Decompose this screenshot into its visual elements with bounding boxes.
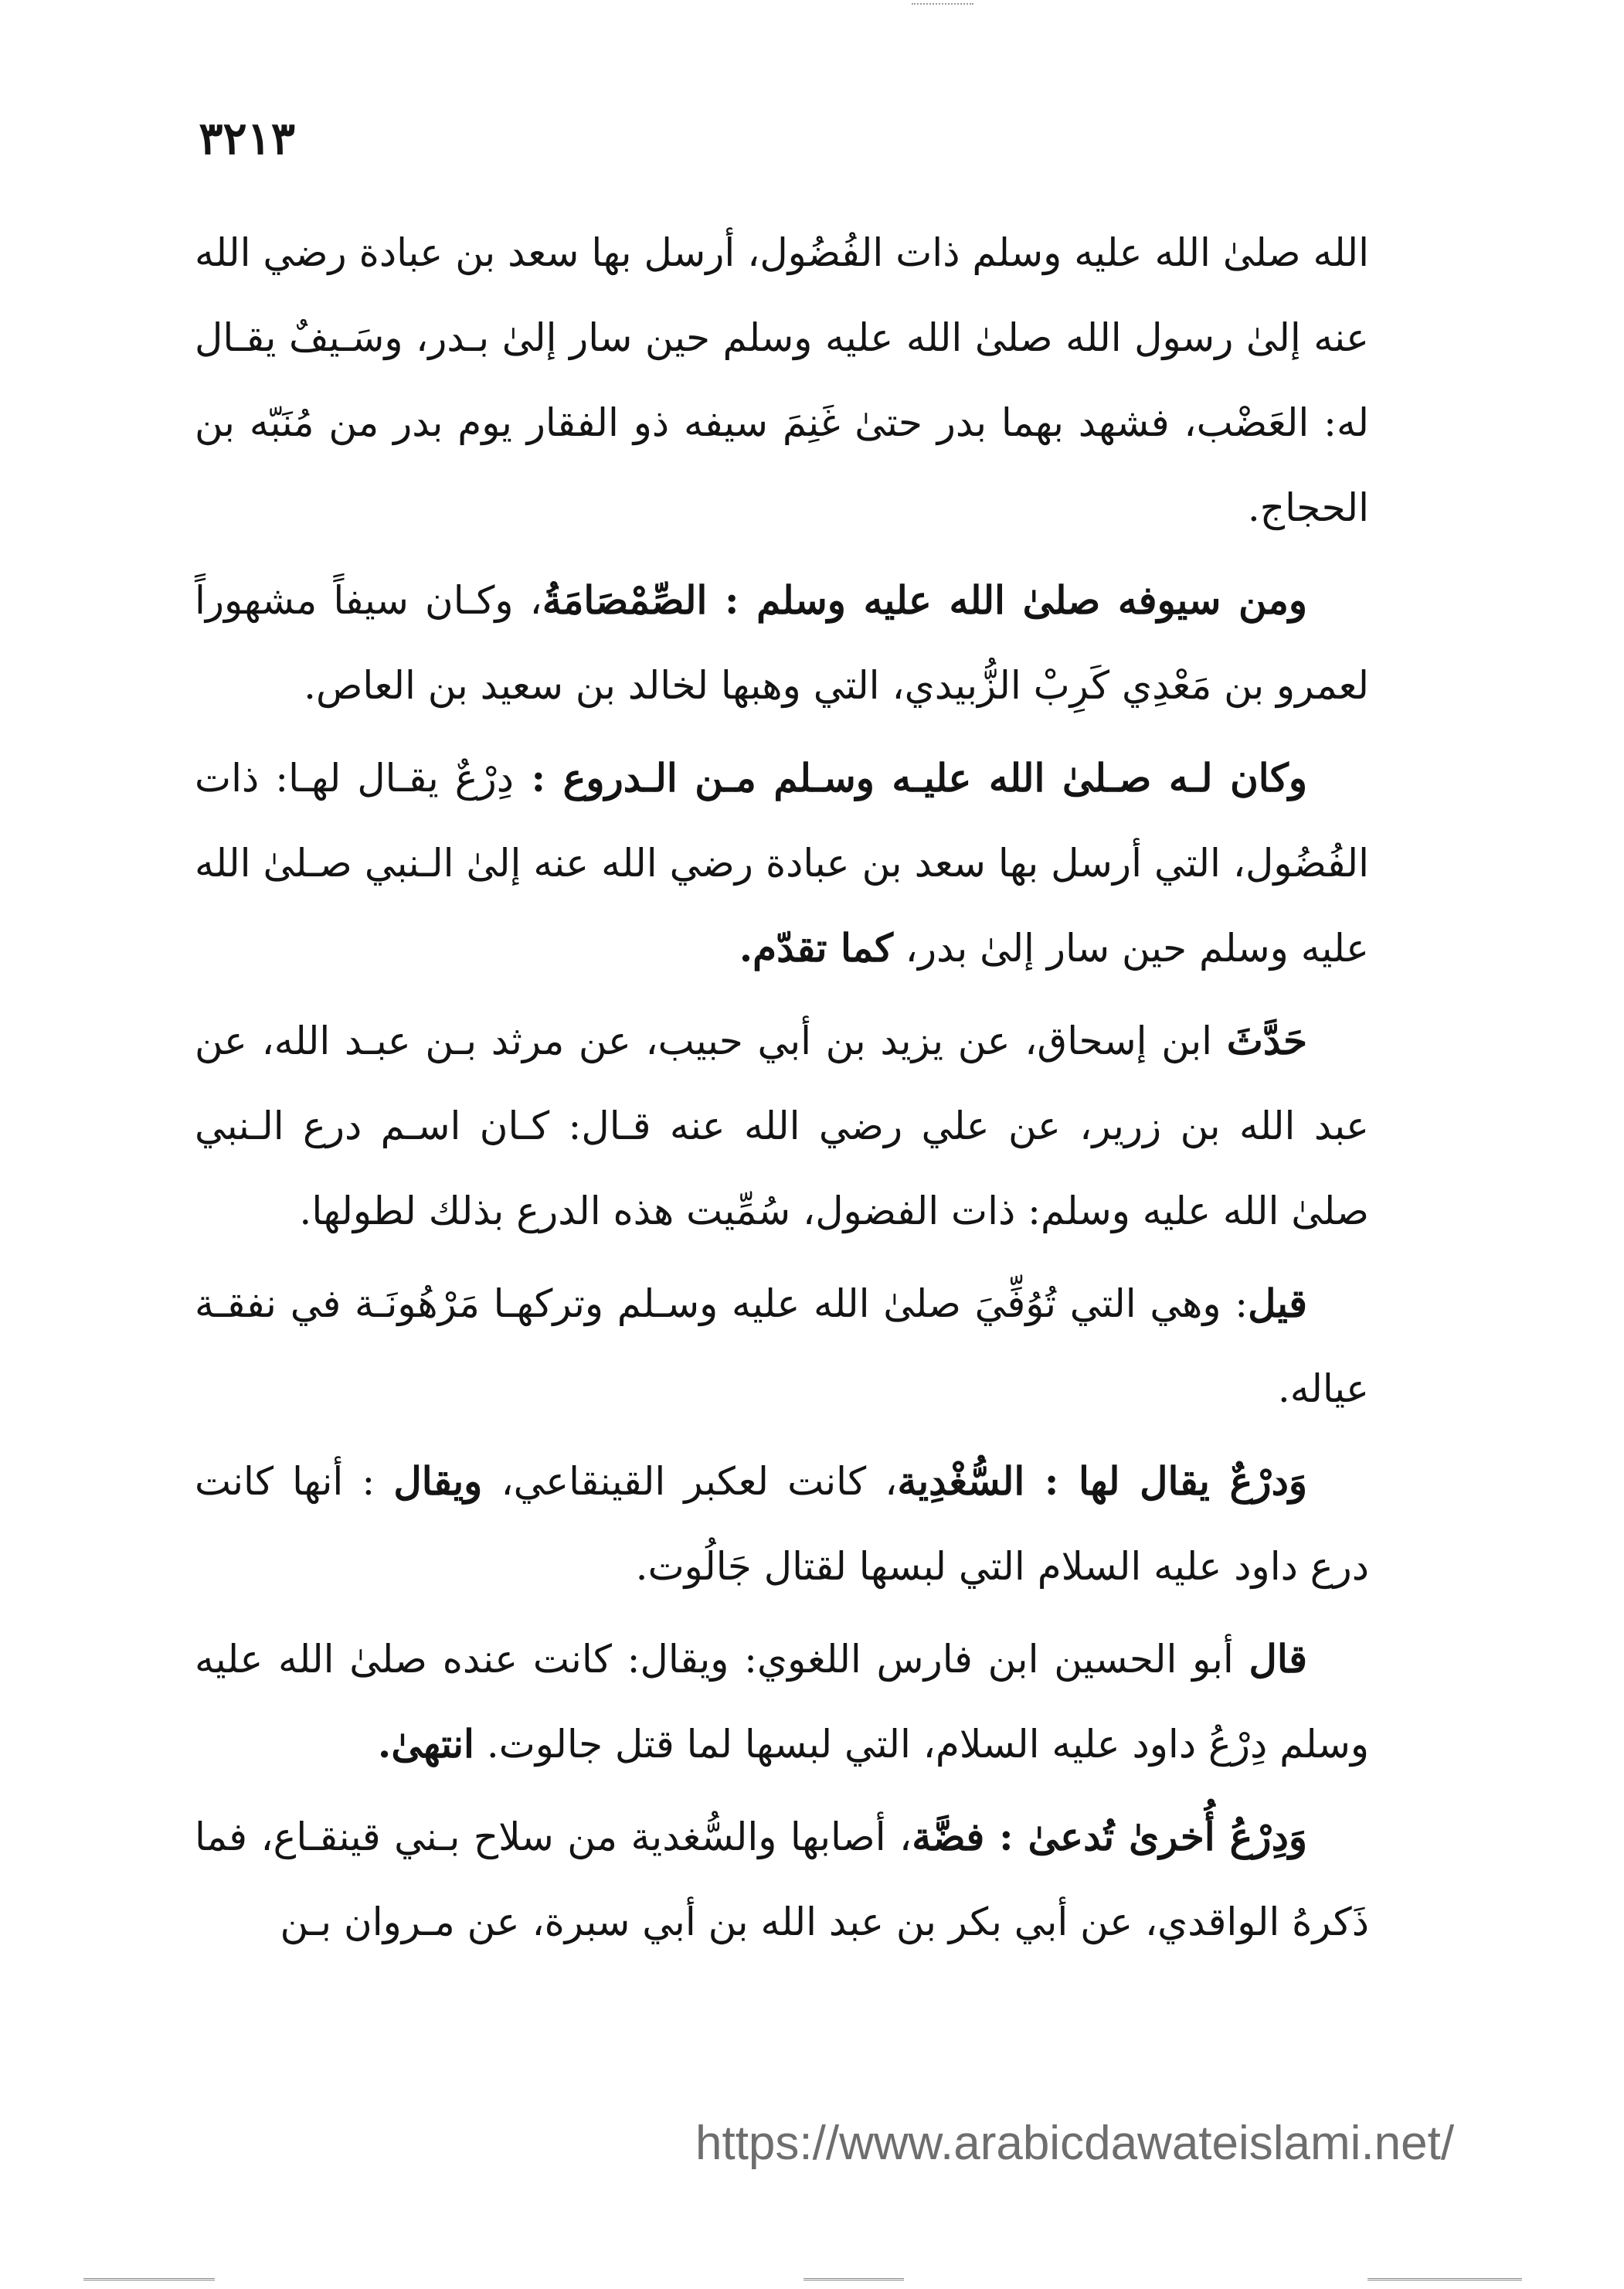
bold-text-segment: وكان لـه صـلىٰ الله عليـه وسـلم مـن الـدروع : bbox=[514, 755, 1307, 801]
text-segment: ابن إسحاق، عن يزيد بن أبي حبيب، عن مرثد بـن عبـد الله، عن عبد الله بن زرير، عن علي رضي الله عنه قـال: كـان اسـم درع الـنبي صلىٰ الله عليه وسلم: ذات الفضول، سُمِّيت هذه الدرع بذلك لطولها. bbox=[195, 1019, 1369, 1233]
bottom-rule-middle bbox=[804, 2278, 904, 2280]
watermark-url: https://www.arabicdawateislami.net/ bbox=[695, 2117, 1455, 2170]
bold-text-segment: قال bbox=[1249, 1636, 1307, 1682]
text-segment: دِرْعٌ يقـال لهـا: ذات الفُضُول، التي أرسل بها سعد بن عبادة رضي الله عنه إلىٰ الـنبي صـلىٰ الله عليه وسلم حين سار إلىٰ بدر، bbox=[195, 756, 1369, 971]
text-segment: ، أصابها والسُّغدية من سلاح بـني قينقـاع، فما ذَكرهُ الواقدي، عن أبي بكر بن عبد الله بن أبي سبرة، عن مـروان بـن bbox=[195, 1815, 1369, 1944]
bottom-rule-left bbox=[83, 2278, 215, 2280]
bold-text-segment: ويقال bbox=[393, 1458, 483, 1504]
top-scan-mark bbox=[912, 3, 973, 7]
body-text bbox=[195, 210, 1369, 1972]
bold-text-segment: انتهىٰ. bbox=[377, 1721, 474, 1767]
text-segment: أبو الحسين ابن فارس اللغوي: ويقال: كانت عنده صلىٰ الله عليه وسلم دِرْعُ داود عليه السلام، التي لبسها لما قتل جالوت. bbox=[195, 1637, 1369, 1767]
bold-text-segment: ومن سيوفه صلىٰ الله عليه وسلم : bbox=[707, 577, 1307, 623]
bold-text-segment: وَدِرْعُ أُخرىٰ تُدعىٰ : فضَّة bbox=[912, 1814, 1307, 1859]
bold-text-segment: الصِّمْصَامَةُ bbox=[542, 577, 708, 623]
paragraph bbox=[195, 1439, 1369, 1609]
paragraph bbox=[195, 998, 1369, 1253]
paragraph bbox=[195, 1261, 1369, 1431]
text-segment: : وهي التي تُوُفِّيَ صلىٰ الله عليه وسـلم وتركهـا مَرْهُونَـة في نفقـة عياله. bbox=[195, 1281, 1369, 1411]
bold-text-segment: كما تقدّم. bbox=[739, 925, 893, 971]
paragraph bbox=[195, 736, 1369, 991]
bold-text-segment: حَدَّثَ bbox=[1226, 1018, 1307, 1063]
page-number: ٣٢١٣ bbox=[199, 112, 295, 165]
paragraph bbox=[195, 1794, 1369, 1964]
paragraph bbox=[195, 210, 1369, 550]
text-segment: : أنها كانت درع داود عليه السلام التي لبسها لقتال جَالُوت. bbox=[195, 1459, 1369, 1589]
bold-text-segment: وَدرْعٌ يقال لها : السُّغْدِية bbox=[897, 1458, 1307, 1504]
text-segment: ، وكـان سيفاً مشهوراً لعمرو بن مَعْدِي كَرِبْ الزُّبيدي، التي وهبها لخالد بن سعيد بن العاص. bbox=[195, 578, 1369, 708]
text-segment: الله صلىٰ الله عليه وسلم ذات الفُضُول، أرسل بها سعد بن عبادة رضي الله عنه إلىٰ رسول الله صلىٰ الله عليه وسلم حين سار إلىٰ بـدر، وسَـيفٌ يقـال له: العَضْب، فشهد بهما بدر حتىٰ غَنِمَ سيفه ذو الفقار يوم بدر من مُنَبّه بن الحجاج. bbox=[195, 230, 1369, 530]
bold-text-segment: قيل bbox=[1248, 1281, 1307, 1326]
text-segment: ، كانت لعكبر القينقاعي، bbox=[482, 1459, 898, 1504]
paragraph bbox=[195, 558, 1369, 728]
bottom-rule-right bbox=[1367, 2278, 1522, 2280]
paragraph bbox=[195, 1617, 1369, 1787]
